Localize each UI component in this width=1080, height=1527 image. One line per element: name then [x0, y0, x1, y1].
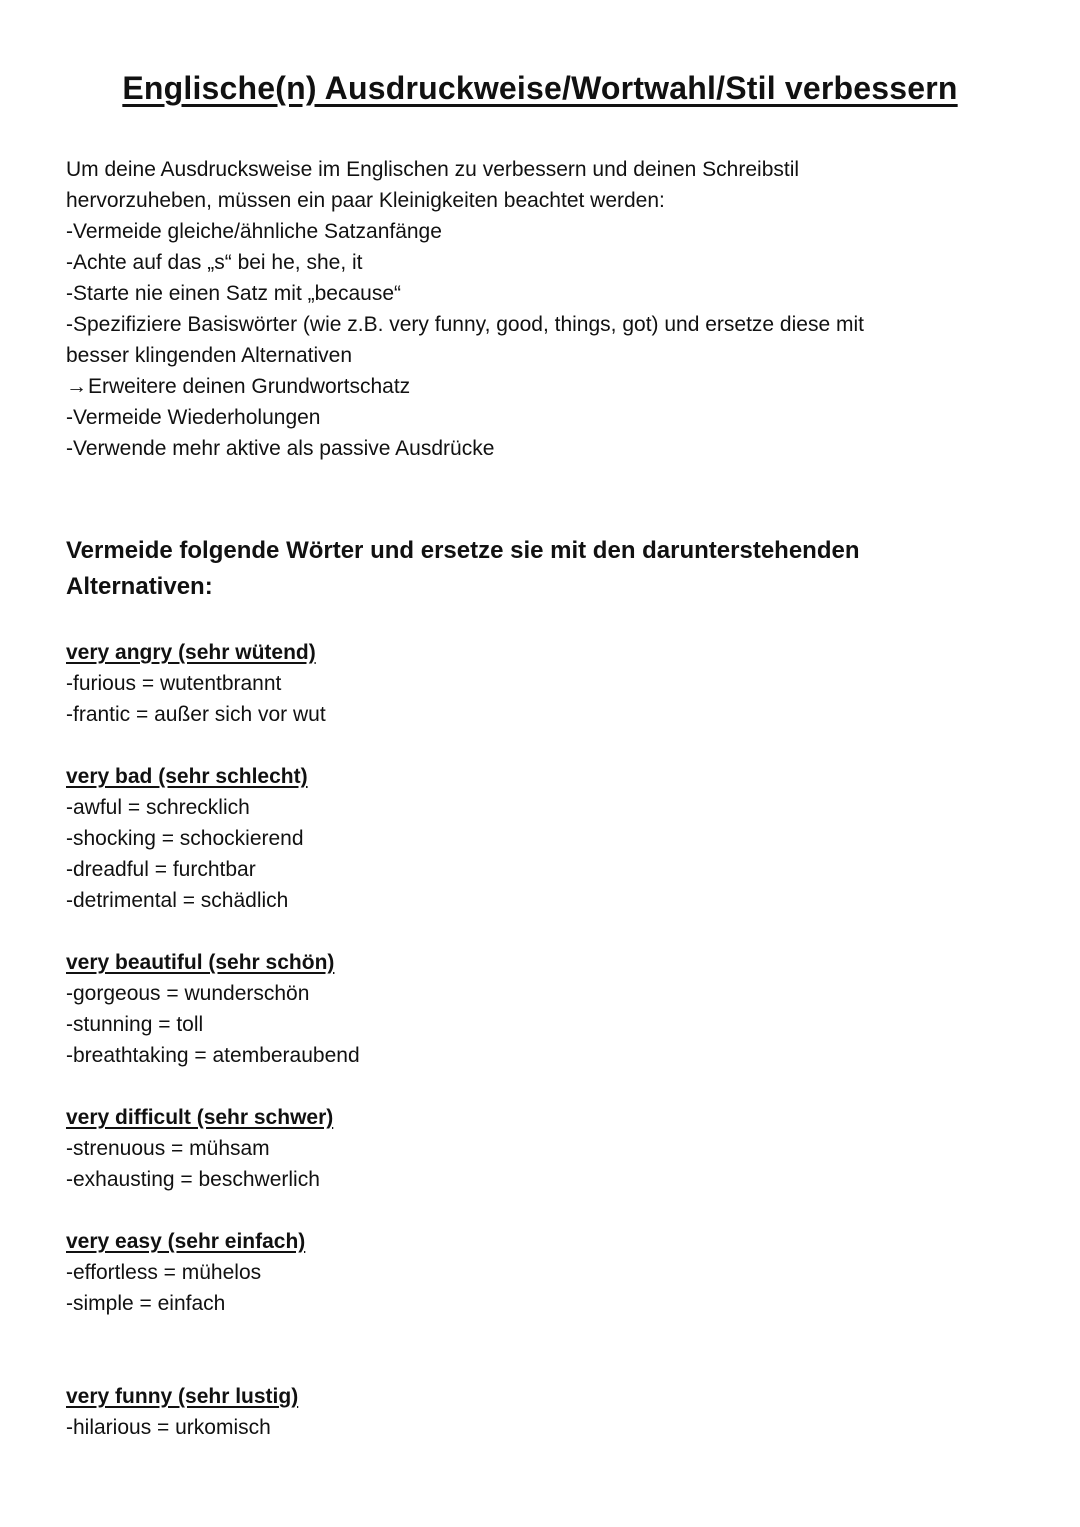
word-entry: -breathtaking = atemberaubend [66, 1044, 360, 1067]
word-entry: -gorgeous = wunderschön [66, 982, 310, 1005]
section-heading-line: Alternativen: [66, 573, 213, 600]
intro-line: -Starte nie einen Satz mit „because“ [66, 282, 401, 305]
word-entry: -strenuous = mühsam [66, 1137, 270, 1160]
arrow-right-icon: → [66, 375, 87, 398]
word-group-very-funny [66, 1381, 966, 1443]
word-entry: -exhausting = beschwerlich [66, 1168, 320, 1191]
group-heading: very easy (sehr einfach) [66, 1230, 306, 1253]
group-heading: very beautiful (sehr schön) [66, 951, 335, 974]
word-group-very-bad [66, 761, 966, 916]
intro-line: -Achte auf das „s“ bei he, she, it [66, 251, 363, 274]
word-entry: -frantic = außer sich vor wut [66, 703, 326, 726]
intro-line: -Verwende mehr aktive als passive Ausdrücke [66, 437, 495, 460]
word-group-very-beautiful [66, 947, 966, 1071]
word-entry: -shocking = schockierend [66, 827, 304, 850]
word-entry: -awful = schrecklich [66, 796, 250, 819]
intro-line: -Spezifiziere Basiswörter (wie z.B. very funny, good, things, got) und ersetze diese mit [66, 313, 864, 336]
word-entry: -dreadful = furchtbar [66, 858, 256, 881]
intro-line: -Vermeide Wiederholungen [66, 406, 321, 429]
word-entry: -simple = einfach [66, 1292, 226, 1315]
word-group-very-angry [66, 637, 966, 730]
word-entry: -furious = wutentbrannt [66, 672, 282, 695]
page-title: Englische(n) Ausdruckweise/Wortwahl/Stil verbessern [122, 70, 958, 106]
intro-line: hervorzuheben, müssen ein paar Kleinigkeiten beachtet werden: [66, 189, 665, 212]
intro-line: Um deine Ausdrucksweise im Englischen zu verbessern und deinen Schreibstil [66, 158, 800, 181]
section-heading-line: Vermeide folgende Wörter und ersetze sie mit den darunterstehenden [66, 537, 860, 564]
group-heading: very difficult (sehr schwer) [66, 1106, 334, 1129]
intro-line: -Vermeide gleiche/ähnliche Satzanfänge [66, 220, 442, 243]
word-entry: -stunning = toll [66, 1013, 204, 1036]
word-group-very-easy [66, 1226, 966, 1319]
group-heading: very funny (sehr lustig) [66, 1385, 299, 1408]
intro-arrow-text: Erweitere deinen Grundwortschatz [88, 375, 411, 398]
intro-arrow-line [66, 371, 1016, 402]
word-entry: -hilarious = urkomisch [66, 1416, 271, 1439]
intro-line: besser klingenden Alternativen [66, 344, 353, 367]
group-heading: very angry (sehr wütend) [66, 641, 316, 664]
intro-paragraph [66, 154, 1016, 464]
section-heading [66, 533, 1016, 605]
word-entry: -effortless = mühelos [66, 1261, 262, 1284]
word-entry: -detrimental = schädlich [66, 889, 289, 912]
word-group-very-difficult [66, 1102, 966, 1195]
group-heading: very bad (sehr schlecht) [66, 765, 308, 788]
